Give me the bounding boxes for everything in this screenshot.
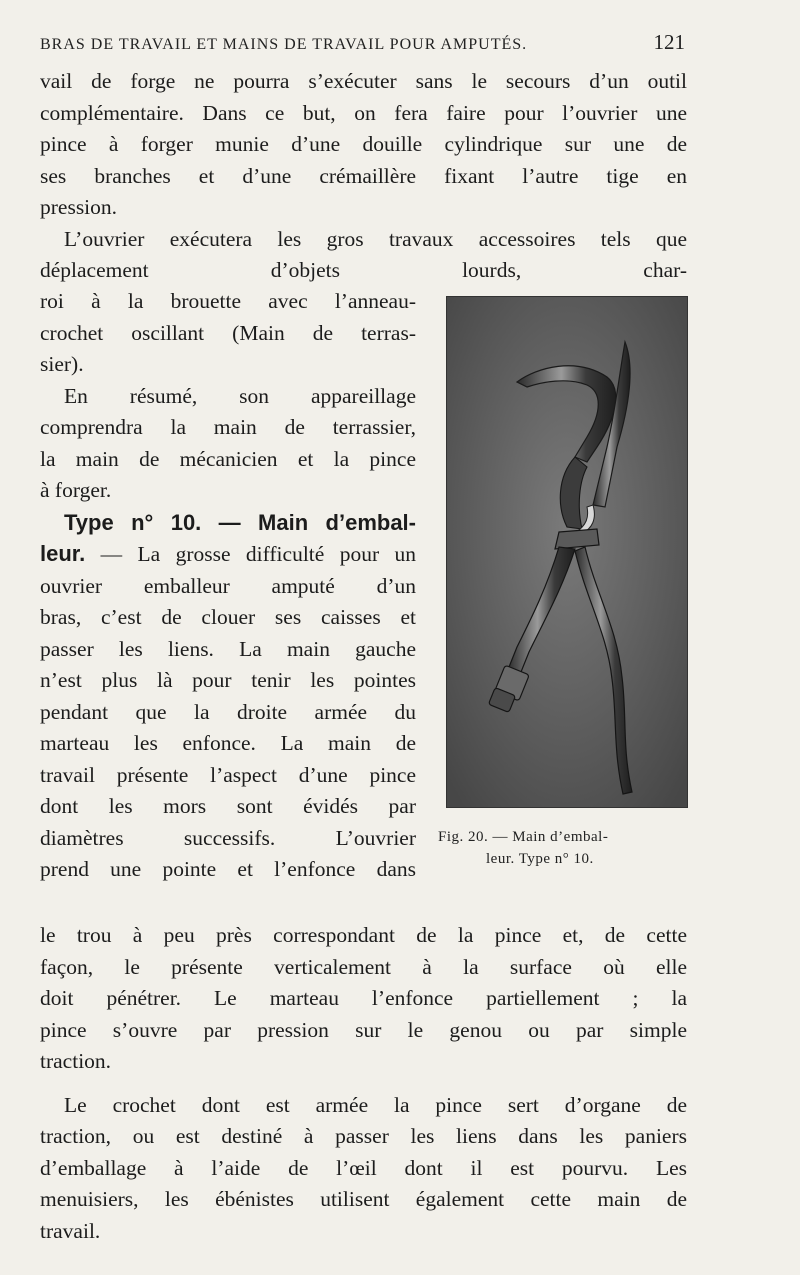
heading-rest: — La grosse difficulté pour un <box>85 542 416 566</box>
text-line: façon, le présente verticalement à la surface où elle <box>40 954 687 979</box>
text-line: roi à la brouette avec l’anneau- <box>40 289 416 313</box>
text-line: le trou à peu près correspondant de la pince et, de cette <box>40 923 687 947</box>
running-head <box>40 30 685 60</box>
text-line: En résumé, son appareillage <box>64 383 416 408</box>
wrapped-text-block <box>40 286 416 886</box>
text-line: pression. <box>40 195 118 219</box>
bottom-text-block <box>40 920 687 1247</box>
text-line: n’est plus là pour tenir les pointes <box>40 668 416 692</box>
section-heading-cont: leur. <box>40 541 86 566</box>
text-line: sier). <box>40 352 84 376</box>
text-line: pince s’ouvre par pression sur le genou ou par simple <box>40 1017 687 1042</box>
text-line: traction, ou est destiné à passer les liens dans les paniers <box>40 1124 687 1148</box>
text-line: pince à forger munie d’une douille cylindrique sur une de <box>40 132 687 156</box>
pivot-collar <box>555 529 599 549</box>
text-line: ouvrier emballeur amputé d’un <box>40 573 416 598</box>
text-line: marteau les enfonce. La main de <box>40 731 416 755</box>
text-line: menuisiers, les ébénistes utilisent également cette main de <box>40 1187 687 1211</box>
text-line: à forger. <box>40 478 112 502</box>
page-number: 121 <box>653 30 685 54</box>
text-line: dont les mors sont évidés par <box>40 794 416 818</box>
text-line: travail présente l’aspect d’une pince <box>40 762 416 787</box>
text-line: doit pénétrer. Le marteau l’enfonce partiellement ; la <box>40 986 687 1010</box>
text-line: passer les liens. La main gauche <box>40 636 416 661</box>
text-line: diamètres successifs. L’ouvrier <box>40 825 416 850</box>
text-line: vail de forge ne pourra s’exécuter sans le secours d’un outil <box>40 69 687 93</box>
text-line: d’emballage à l’aide de l’œil dont il est pourvu. Les <box>40 1155 687 1180</box>
text-line: L’ouvrier exécutera les gros travaux accessoires tels que <box>64 226 687 251</box>
text-line: ses branches et d’une crémaillère fixant l’autre tige en <box>40 163 687 188</box>
text-line: Le crochet dont est armée la pince sert d’organe de <box>64 1092 687 1117</box>
text-line: prend une pointe et l’enfonce dans <box>40 857 416 881</box>
caption-line: Fig. 20. — Main d’embal- <box>438 829 609 845</box>
figure-caption <box>438 826 698 870</box>
tool-illustration <box>447 297 687 807</box>
text-line: comprendra la main de terrassier, <box>40 415 416 439</box>
text-line: déplacement d’objets lourds, char- <box>40 258 687 282</box>
top-text-block <box>40 66 687 287</box>
text-line: pendant que la droite armée du <box>40 699 416 724</box>
text-line: complémentaire. Dans ce but, on fera faire pour l’ouvrier une <box>40 100 687 125</box>
text-line: crochet oscillant (Main de terras- <box>40 320 416 345</box>
section-heading: Type n° 10. — Main d’embal- <box>64 509 416 535</box>
caption-line: leur. Type n° 10. <box>486 851 594 867</box>
text-line: bras, c’est de clouer ses caisses et <box>40 605 416 629</box>
running-title: BRAS DE TRAVAIL ET MAINS DE TRAVAIL POUR AMPUTÉS. <box>40 36 528 53</box>
text-line <box>40 538 416 571</box>
text-line: traction. <box>40 1049 112 1073</box>
figure-photo <box>446 296 688 808</box>
text-line: la main de mécanicien et la pince <box>40 446 416 471</box>
text-line: travail. <box>40 1218 101 1243</box>
